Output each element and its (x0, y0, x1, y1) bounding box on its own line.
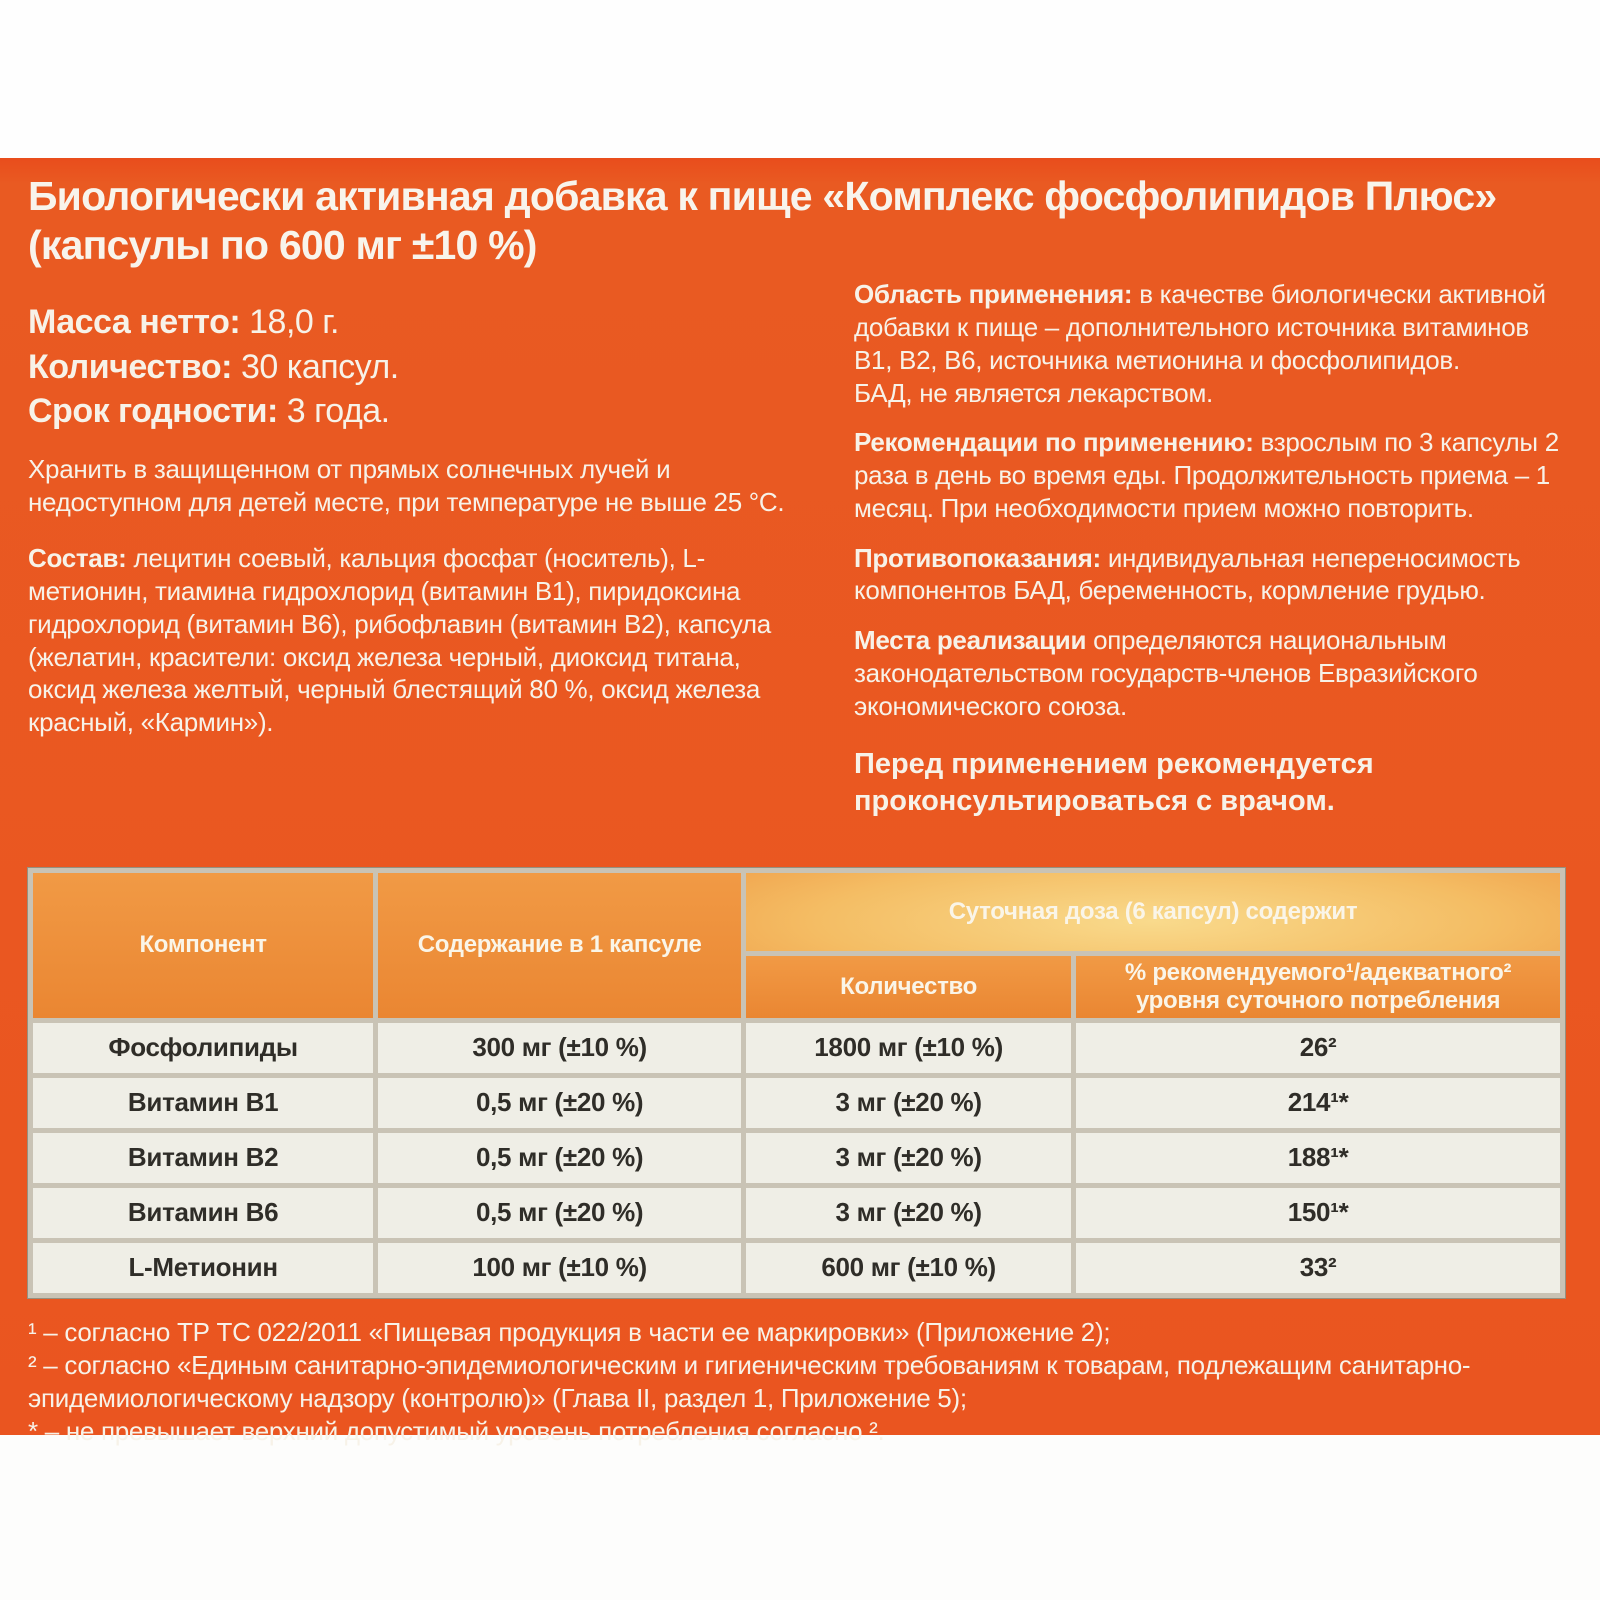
sales-label: Места реализации (854, 625, 1087, 656)
cell-percent: 188¹* (1076, 1133, 1560, 1183)
cell-amount: 3 мг (±20 %) (746, 1188, 1071, 1238)
product-label-panel (0, 158, 1600, 1446)
header-per-capsule: Содержание в 1 капсуле (378, 873, 741, 1018)
quantity-value: 30 капсул. (240, 347, 399, 386)
scope-paragraph (854, 278, 1570, 409)
footnote-3: * – не превышает верхний допустимый уровень потребления согласно ². (28, 1415, 885, 1446)
cell-component: Витамин В6 (33, 1188, 373, 1238)
quantity-label: Количество: (28, 347, 232, 386)
header-daily-dose: Суточная доза (6 капсул) содержит (746, 873, 1560, 951)
contraindications-label: Противопоказания: (854, 542, 1101, 573)
product-title-line2: (капсулы по 600 мг ±10 %) (28, 222, 537, 269)
cell-component: Витамин В2 (33, 1133, 373, 1183)
nutrition-table (28, 868, 1565, 1298)
table-row (33, 1133, 1560, 1183)
table-row (33, 1023, 1560, 1073)
product-title (28, 172, 1570, 270)
cell-component: Фосфолипиды (33, 1023, 373, 1073)
table-header-row-1 (33, 873, 1560, 951)
composition-paragraph (28, 542, 810, 739)
cell-per-capsule: 100 мг (±10 %) (378, 1243, 741, 1293)
composition-label: Состав: (28, 543, 127, 574)
product-title-line1: Биологически активная добавка к пище «Комплекс фосфолипидов Плюс» (28, 173, 1497, 219)
right-column (854, 276, 1570, 848)
usage-paragraph (854, 426, 1570, 524)
doctor-advice: Перед применением рекомендуется проконсультироваться с врачом. (854, 748, 1374, 817)
cell-amount: 600 мг (±10 %) (746, 1243, 1071, 1293)
table-row (33, 1243, 1560, 1293)
cell-percent: 26² (1076, 1023, 1560, 1073)
composition-text: лецитин соевый, кальция фосфат (носитель), L-метионин, тиамина гидрохлорид (витамин В1), пиридоксина гидрохлорид (витамин В6), рибофлавин (витамин В2), капсула (желатин, красители: оксид железа черный, диоксид титана, оксид железа желтый, черный блестящий 80 %, оксид железа красный, «Кармин»). (28, 543, 771, 738)
cell-per-capsule: 300 мг (±10 %) (378, 1023, 741, 1073)
product-specs (28, 300, 810, 433)
shelf-life-value: 3 года. (286, 391, 390, 430)
sales-text: определяются национальным законодательством государств-членов Евразийского экономического союза. (854, 625, 1478, 721)
header-amount: Количество (746, 956, 1071, 1018)
cell-amount: 3 мг (±20 %) (746, 1078, 1071, 1128)
shelf-life-label: Срок годности: (28, 391, 278, 430)
footnote-2: ² – согласно «Единым санитарно-эпидемиологическим и гигиеническим требованиям к товарам, подлежащим санитарно-эпидемиологическому надзору (контролю)» (Глава II, раздел 1, Приложение 5); (28, 1349, 1471, 1413)
header-percent: % рекомендуемого¹/адекватного² уровня суточного потребления (1076, 956, 1560, 1018)
scope-note: БАД, не является лекарством. (854, 377, 1213, 408)
storage-conditions: Хранить в защищенном от прямых солнечных лучей и недоступном для детей месте, при температуре не выше 25 °С. (28, 453, 785, 517)
footnote-1: ¹ – согласно ТР ТС 022/2011 «Пищевая продукция в части ее маркировки» (Приложение 2); (28, 1316, 1111, 1347)
left-column (28, 276, 810, 848)
scope-label: Область применения: (854, 279, 1133, 310)
photo-top-margin (0, 0, 1600, 158)
net-mass-line (28, 300, 810, 344)
cell-percent: 214¹* (1076, 1078, 1560, 1128)
quantity-line (28, 345, 810, 389)
cell-per-capsule: 0,5 мг (±20 %) (378, 1078, 741, 1128)
sales-paragraph (854, 624, 1570, 722)
cell-amount: 3 мг (±20 %) (746, 1133, 1071, 1183)
cell-percent: 150¹* (1076, 1188, 1560, 1238)
net-mass-label: Масса нетто: (28, 303, 241, 342)
cell-per-capsule: 0,5 мг (±20 %) (378, 1188, 741, 1238)
cell-component: Витамин В1 (33, 1078, 373, 1128)
table-row (33, 1078, 1560, 1128)
shelf-life-line (28, 389, 810, 433)
usage-text: взрослым по 3 капсулы 2 раза в день во время еды. Продолжительность приема – 1 месяц. При необходимости прием можно повторить. (854, 427, 1559, 523)
net-mass-value: 18,0 г. (249, 303, 339, 342)
scope-text: в качестве биологически активной добавки к пище – дополнительного источника витаминов В1, В2, В6, источника метионина и фосфолипидов. (854, 279, 1546, 375)
table-row (33, 1188, 1560, 1238)
info-columns (28, 276, 1570, 848)
footnotes (28, 1316, 1570, 1448)
cell-percent: 33² (1076, 1243, 1560, 1293)
header-component: Компонент (33, 873, 373, 1018)
usage-label: Рекомендации по применению: (854, 427, 1254, 458)
contraindications-paragraph (854, 542, 1570, 608)
cell-component: L-Метионин (33, 1243, 373, 1293)
contraindications-text: индивидуальная непереносимость компонентов БАД, беременность, кормление грудью. (854, 542, 1521, 606)
cell-amount: 1800 мг (±10 %) (746, 1023, 1071, 1073)
cell-per-capsule: 0,5 мг (±20 %) (378, 1133, 741, 1183)
